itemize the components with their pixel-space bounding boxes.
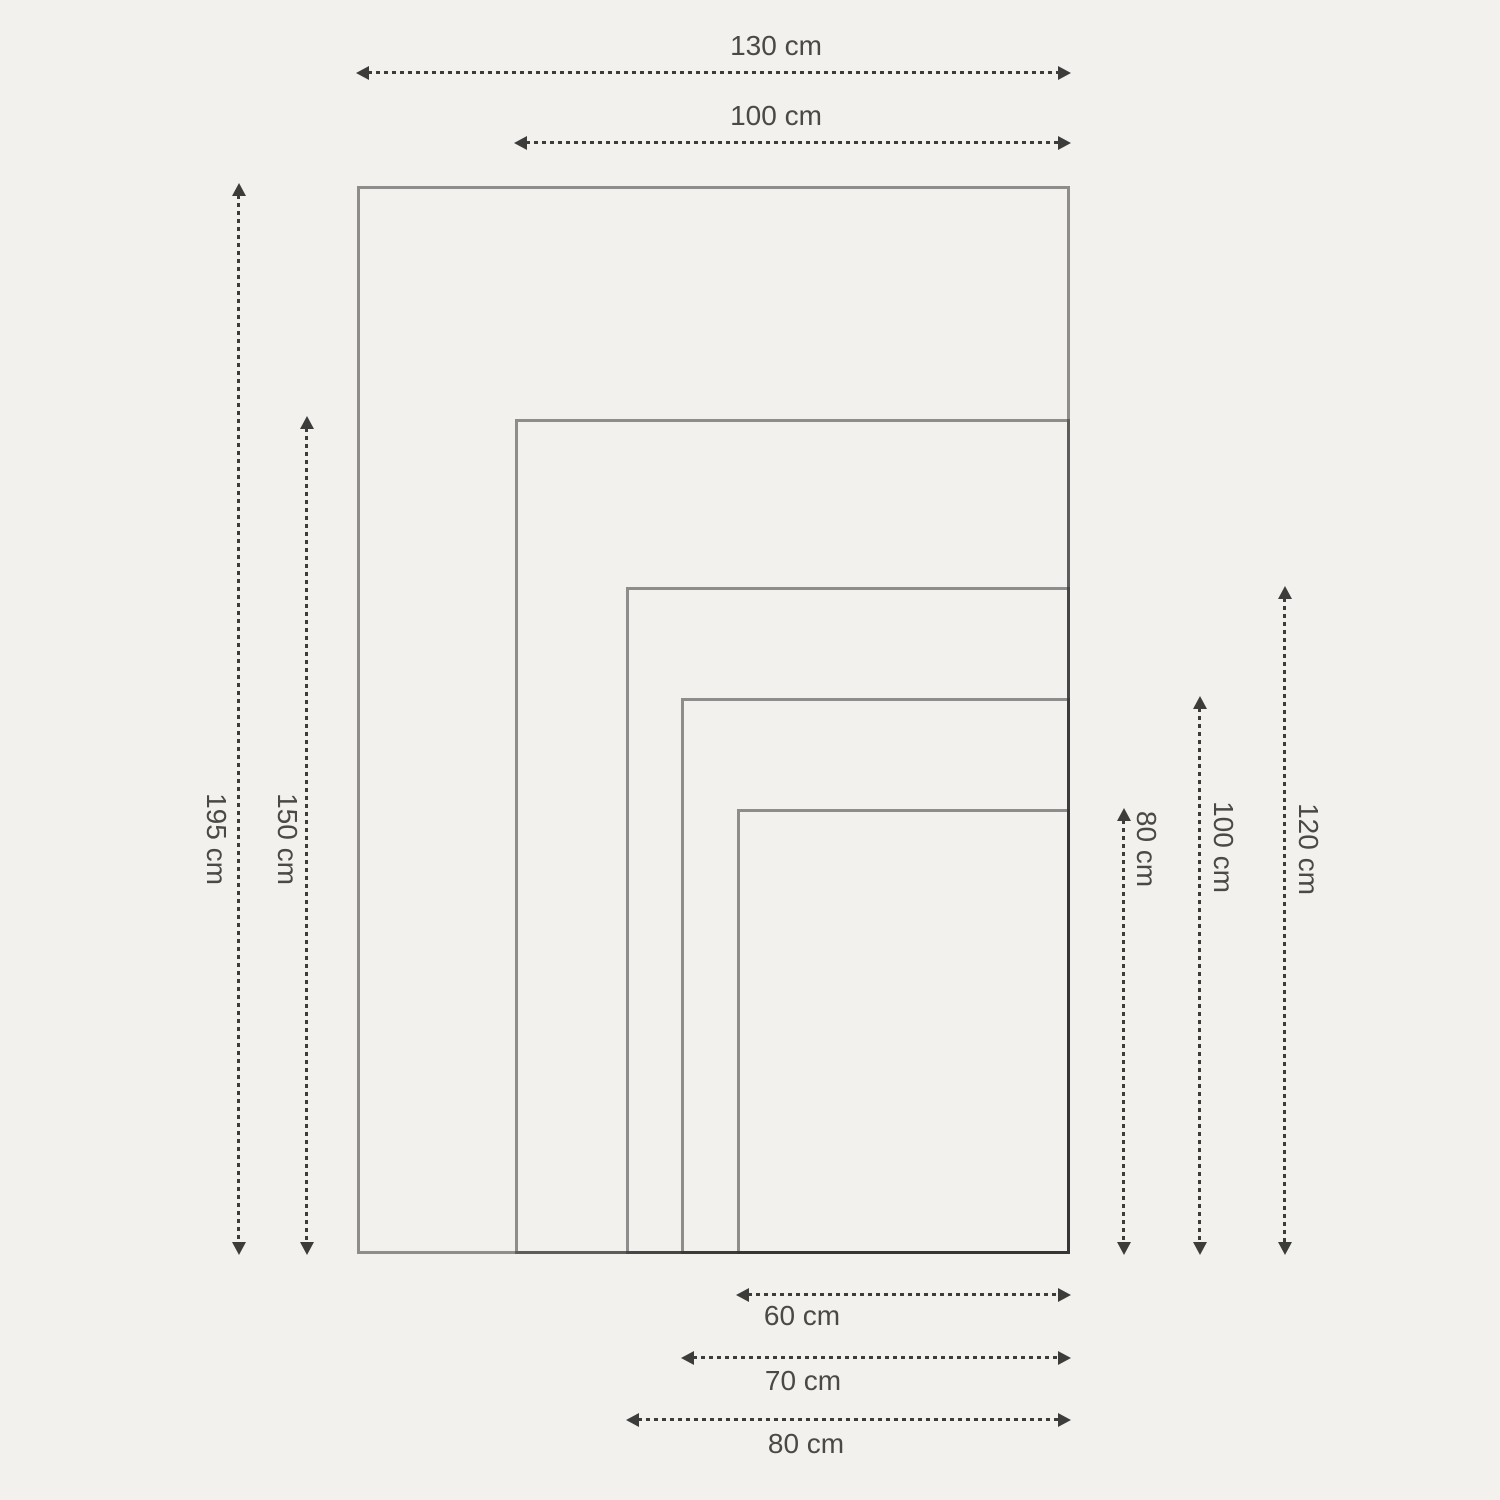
height-label-120cm: 120 cm bbox=[1293, 803, 1324, 895]
arrowhead-right-icon bbox=[1058, 1351, 1071, 1365]
dashed-line bbox=[1283, 598, 1286, 1243]
arrowhead-left-icon bbox=[514, 136, 527, 150]
width-dim-arrow-70cm bbox=[682, 1356, 1070, 1359]
size-rect-60x80 bbox=[737, 809, 1070, 1254]
arrowhead-left-icon bbox=[626, 1413, 639, 1427]
width-dim-arrow-80cm bbox=[627, 1418, 1070, 1421]
height-dim-arrow-150cm bbox=[305, 417, 308, 1254]
width-label-70cm: 70 cm bbox=[764, 1365, 842, 1396]
width-dim-arrow-60cm bbox=[737, 1293, 1070, 1296]
arrowhead-down-icon bbox=[1117, 1242, 1131, 1255]
arrowhead-left-icon bbox=[356, 66, 369, 80]
height-dim-arrow-100cm bbox=[1198, 697, 1201, 1254]
dashed-line bbox=[1122, 820, 1125, 1243]
arrowhead-up-icon bbox=[300, 416, 314, 429]
dashed-line bbox=[1198, 708, 1201, 1243]
height-label-80cm: 80 cm bbox=[1131, 810, 1162, 888]
arrowhead-left-icon bbox=[736, 1288, 749, 1302]
height-label-100cm: 100 cm bbox=[1208, 801, 1239, 893]
dashed-line bbox=[693, 1356, 1059, 1359]
dashed-line bbox=[748, 1293, 1059, 1296]
width-label-100cm: 100 cm bbox=[730, 100, 822, 131]
width-label-80cm: 80 cm bbox=[767, 1428, 845, 1459]
arrowhead-down-icon bbox=[232, 1242, 246, 1255]
arrowhead-up-icon bbox=[1278, 586, 1292, 599]
width-label-130cm: 130 cm bbox=[730, 30, 822, 61]
dashed-line bbox=[237, 195, 240, 1243]
arrowhead-down-icon bbox=[300, 1242, 314, 1255]
arrowhead-up-icon bbox=[1117, 808, 1131, 821]
arrowhead-left-icon bbox=[681, 1351, 694, 1365]
height-dim-arrow-195cm bbox=[237, 184, 240, 1254]
width-dim-arrow-100cm bbox=[515, 141, 1070, 144]
height-dim-arrow-120cm bbox=[1283, 587, 1286, 1254]
width-dim-arrow-130cm bbox=[357, 71, 1070, 74]
arrowhead-right-icon bbox=[1058, 136, 1071, 150]
width-label-60cm: 60 cm bbox=[763, 1300, 841, 1331]
arrowhead-right-icon bbox=[1058, 66, 1071, 80]
dashed-line bbox=[526, 141, 1059, 144]
dashed-line bbox=[305, 428, 308, 1243]
height-label-150cm: 150 cm bbox=[272, 793, 303, 885]
height-dim-arrow-80cm bbox=[1122, 809, 1125, 1254]
arrowhead-right-icon bbox=[1058, 1288, 1071, 1302]
dashed-line bbox=[638, 1418, 1059, 1421]
arrowhead-down-icon bbox=[1193, 1242, 1207, 1255]
arrowhead-down-icon bbox=[1278, 1242, 1292, 1255]
height-label-195cm: 195 cm bbox=[201, 793, 232, 885]
dashed-line bbox=[368, 71, 1059, 74]
arrowhead-up-icon bbox=[1193, 696, 1207, 709]
arrowhead-right-icon bbox=[1058, 1413, 1071, 1427]
arrowhead-up-icon bbox=[232, 183, 246, 196]
